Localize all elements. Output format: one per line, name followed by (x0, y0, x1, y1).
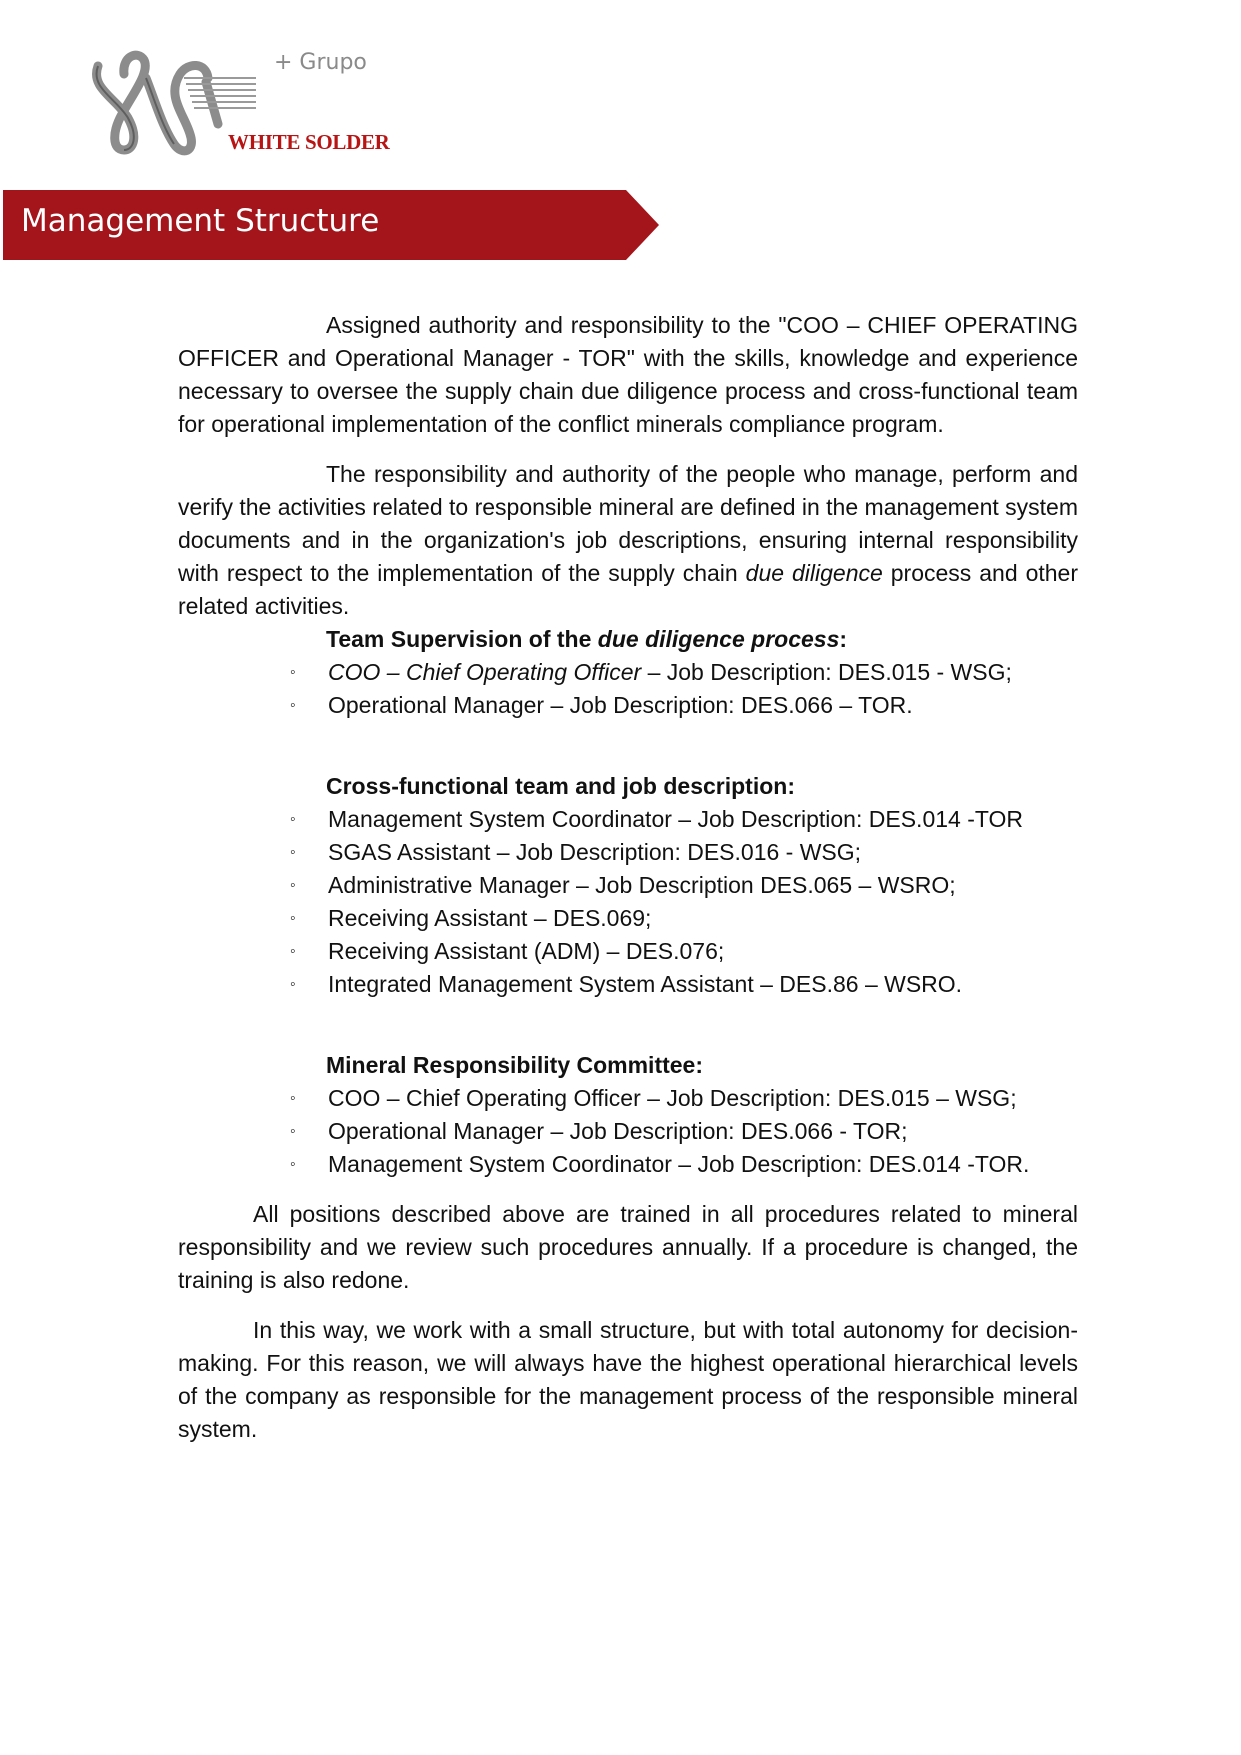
section-spacer (178, 722, 1078, 770)
company-logo (88, 48, 388, 160)
list-item (178, 689, 1078, 722)
team-supervision-heading-emphasis: due diligence process (597, 626, 840, 652)
list-item (178, 1082, 1078, 1115)
bullet-icon: ◦ (290, 811, 296, 828)
list-item-text: Receiving Assistant (ADM) – DES.076; (328, 938, 725, 964)
paragraph-structure: In this way, we work with a small structure, but with total autonomy for decision-making. For this reason, we will always have the highest operational hierarchical levels of the company as responsible for the management process of the responsible mineral system. (178, 1317, 1078, 1442)
list-item (178, 803, 1078, 836)
paragraph-responsibility-emphasis: due diligence (745, 560, 883, 586)
list-item (178, 836, 1078, 869)
bullet-icon: ◦ (290, 943, 296, 960)
team-supervision-heading-text: Team Supervision of the (326, 626, 598, 652)
bullet-icon: ◦ (290, 877, 296, 894)
bullet-icon: ◦ (290, 664, 296, 681)
committee-list (178, 1082, 1078, 1181)
bullet-icon: ◦ (290, 976, 296, 993)
list-item-text: COO – Chief Operating Officer – Job Description: DES.015 – WSG; (328, 1085, 1017, 1111)
list-item-text: Administrative Manager – Job Description DES.065 – WSRO; (328, 872, 956, 898)
list-item (178, 968, 1078, 1001)
list-item-text: Management System Coordinator – Job Description: DES.014 -TOR. (328, 1151, 1030, 1177)
bullet-icon: ◦ (290, 697, 296, 714)
paragraph-responsibility-tail: process and other related activities. (178, 560, 1078, 619)
list-item (178, 656, 1078, 689)
bullet-icon: ◦ (290, 844, 296, 861)
section-spacer (178, 1001, 1078, 1049)
paragraph-responsibility (178, 458, 1078, 623)
page-title: Management Structure (21, 203, 380, 239)
list-item-emphasis: COO – Chief Operating Officer (328, 659, 642, 685)
title-banner (3, 190, 661, 260)
paragraph-authority: Assigned authority and responsibility to the "COO – CHIEF OPERATING OFFICER and Operational Manager - TOR" with the skills, knowledge and experience necessary to oversee the supply chain due diligence process and cross-functional team for operational implementation of the conflict minerals compliance program. (178, 312, 1078, 437)
list-item-text: Management System Coordinator – Job Description: DES.014 -TOR (328, 806, 1023, 832)
list-item (178, 869, 1078, 902)
list-item (178, 1148, 1078, 1181)
team-supervision-heading-colon: : (839, 626, 848, 652)
list-item (178, 935, 1078, 968)
list-item-text: – Job Description: DES.015 - WSG; (641, 659, 1012, 685)
list-item-text: SGAS Assistant – Job Description: DES.016 - WSG; (328, 839, 862, 865)
bullet-icon: ◦ (290, 1090, 296, 1107)
list-item-text: Operational Manager – Job Description: DES.066 – TOR. (328, 692, 913, 718)
paragraph-training: All positions described above are trained in all procedures related to mineral responsibility and we review such procedures annually. If a procedure is changed, the training is also redone. (178, 1201, 1078, 1293)
team-supervision-heading (178, 623, 1078, 656)
bullet-icon: ◦ (290, 910, 296, 927)
paragraph-responsibility-text: The responsibility and authority of the people who manage, perform and verify the activities related to responsible mineral are defined in the management system documents and in the organization's job descriptions, ensuring internal responsibility with respect to the implementation of the supply chain (178, 461, 1079, 586)
list-item-text: Integrated Management System Assistant – DES.86 – WSRO. (328, 971, 963, 997)
list-item-text: Operational Manager – Job Description: DES.066 - TOR; (328, 1118, 908, 1144)
committee-heading: Mineral Responsibility Committee: (326, 1052, 704, 1078)
cross-functional-list (178, 803, 1078, 1001)
list-item (178, 1115, 1078, 1148)
bullet-icon: ◦ (290, 1156, 296, 1173)
logo-brand-text: WHITE SOLDER (228, 130, 390, 154)
cross-functional-heading: Cross-functional team and job description: (326, 773, 795, 799)
bullet-icon: ◦ (290, 1123, 296, 1140)
list-item (178, 902, 1078, 935)
document-body (178, 309, 1078, 1446)
logo-grupo-text: + Grupo (274, 50, 367, 75)
list-item-text: Receiving Assistant – DES.069; (328, 905, 652, 931)
team-supervision-list (178, 656, 1078, 722)
